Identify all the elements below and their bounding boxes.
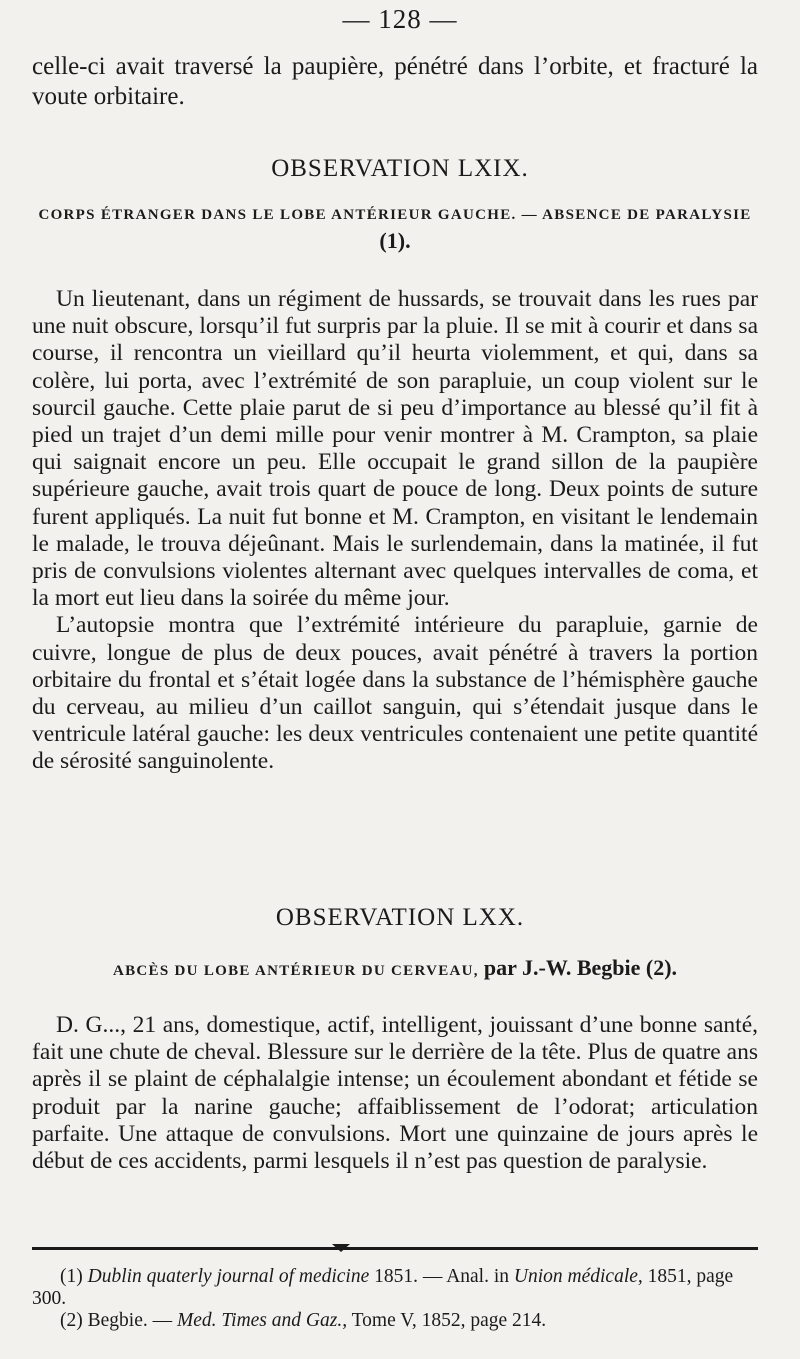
footnote-1-year: 1851. (374, 1266, 419, 1287)
observation-69-paragraph-1: Un lieutenant, dans un régiment de hussards, se trouvait dans les rues par une nuit obscure, lorsqu’il fut surpris par la pluie. Il se mit à courir et dans sa course, il rencontra un vieillard qu’il heurta violemment, et qui, dans sa colère, lui porta, avec l’extrémité de son parapluie, un coup violent sur le sourcil gauche. Cette plaie parut de si peu d’importance au blessé qu’il fit à pied un trajet d’un demi mille pour venir montrer à M. Crampton, sa plaie qui saignait encore un peu. Elle occupait le grand sillon de la paupière supérieure gauche, avait trois quart de pouce de long. Deux points de suture furent appliqués. La nuit fut bonne et M. Crampton, en visitant le lendemain le malade, le trouva déjeûnant. Mais le surlendemain, dans la matinée, il fut pris de convulsions violentes alternant avec quelques intervalles de coma, et la mort eut lieu dans la soirée du même jour. (32, 286, 758, 612)
observation-70-paragraph-1: D. G..., 21 ans, domestique, actif, intelligent, jouissant d’une bonne santé, fait une chute de cheval. Blessure sur le derrière de la tête. Plus de quatre ans après il se plaint de céphalalgie intense; un écoulement abondant et fétide se produit par la narine gauche; affaiblissement de l’odorat; articulation parfaite. Une attaque de convulsions. Mort une quinzaine de jours après le début de ces accidents, parmi lesquels il n’est pas question de paralysie. (32, 1012, 758, 1175)
page-number: — 128 — (342, 4, 458, 34)
footnote-2 (32, 1310, 764, 1332)
observation-69-body (32, 286, 758, 776)
footnote-ref-1: (1). (379, 228, 411, 253)
footnote-2-marker: (2) (60, 1310, 83, 1331)
footnote-rule (32, 1247, 758, 1250)
footnote-2-author: Begbie. — (87, 1310, 173, 1331)
footnote-1-rest: — Anal. in (422, 1266, 510, 1287)
observation-70-title: OBSERVATION LXX. (275, 904, 525, 931)
footnote-2-source: Med. Times and Gaz., (176, 1310, 348, 1331)
observation-70-subtitle (32, 955, 758, 984)
observation-70-author: par J.-W. Begbie (2). (483, 955, 678, 980)
observation-69-subtitle-text: CORPS ÉTRANGER DANS LE LOBE ANTÉRIEUR GAUCHE. — ABSENCE DE PARALYSIE (38, 207, 752, 223)
observation-69-title: OBSERVATION LXIX. (271, 155, 529, 182)
footnote-1-ref: 1851, page 300. (32, 1266, 734, 1309)
footnote-1-journal: Union médicale, (513, 1266, 643, 1287)
observation-69-subtitle (32, 202, 758, 257)
observation-70-body (32, 1012, 758, 1175)
footnotes (32, 1266, 764, 1332)
footnote-1-source: Dublin quaterly journal of medicine (87, 1266, 370, 1287)
continuation-text: celle-ci avait traversé la paupière, pénétré dans l’orbite, et fracturé la voute orbitaire. (32, 53, 758, 110)
footnote-2-ref: Tome V, 1852, page 214. (351, 1310, 547, 1331)
observation-70-subtitle-text: ABCÈS DU LOBE ANTÉRIEUR DU CERVEAU, (112, 963, 479, 979)
footnote-1 (32, 1266, 764, 1310)
footnote-1-marker: (1) (60, 1266, 83, 1287)
observation-69-paragraph-2: L’autopsie montra que l’extrémité intérieure du parapluie, garnie de cuivre, longue de plus de deux pouces, avait pénétré à travers la portion orbitaire du frontal et s’était logée dans la substance de l’hémisphère gauche du cerveau, au milieu d’un caillot sanguin, qui s’étendait jusque dans le ventricule latéral gauche: les deux ventricules contenaient une petite quantité de sérosité sanguinolente. (32, 612, 758, 775)
